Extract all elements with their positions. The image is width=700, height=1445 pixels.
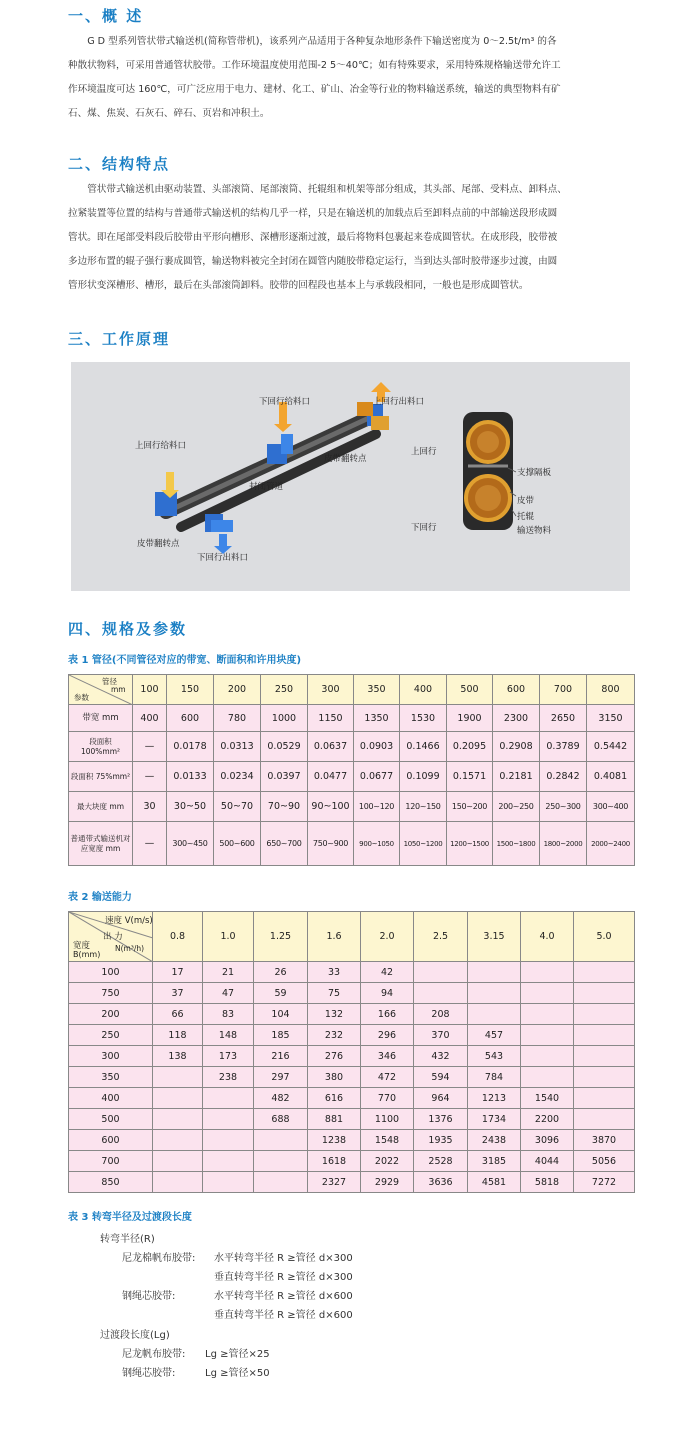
table2-cell: 472: [361, 1067, 414, 1088]
table2-speed: 2.5: [414, 912, 468, 962]
table2-cell: [203, 1109, 254, 1130]
table1-cell: 1150: [308, 705, 354, 732]
table1-cell: 0.0133: [167, 762, 214, 792]
table1-diameter: 300: [308, 675, 354, 705]
label-belt-turn-left: 皮带翻转点: [137, 539, 180, 549]
table1-corner-bottom: 参数: [74, 693, 89, 702]
table1-cell: 0.5442: [587, 732, 635, 762]
table1-row-label: 普通带式输送机对应宽度 mm: [69, 822, 133, 866]
table2-row: [69, 1088, 635, 1109]
table1-row-belt-width: [69, 705, 635, 732]
table1-row-label: 段面积 100%mm²: [69, 732, 133, 762]
steel-belt-label: 钢绳芯胶带:: [122, 1291, 176, 1302]
table2-cell: [574, 1067, 635, 1088]
table2-cell: 964: [414, 1088, 468, 1109]
table2-cell: 26: [254, 962, 308, 983]
table2-cell: 94: [361, 983, 414, 1004]
table1-cell: 0.2181: [493, 762, 540, 792]
table2-row: [69, 1172, 635, 1193]
table1-cell: 0.3789: [540, 732, 587, 762]
table2-speed: 1.6: [308, 912, 361, 962]
table2-width-cell: 400: [69, 1088, 153, 1109]
table2-cell: [468, 1004, 521, 1025]
table2-cell: [153, 1067, 203, 1088]
table2-cell: 296: [361, 1025, 414, 1046]
table1-cell: 400: [133, 705, 167, 732]
table1-corner-unit: mm: [111, 685, 126, 694]
table2-cell: 457: [468, 1025, 521, 1046]
table2-cell: 432: [414, 1046, 468, 1067]
table2-width-cell: 100: [69, 962, 153, 983]
table1-row-label: 带宽 mm: [69, 705, 133, 732]
table2-cell: 216: [254, 1046, 308, 1067]
table-conveying-capacity: [68, 911, 635, 1193]
table2-cell: [468, 962, 521, 983]
table2-width-cell: 350: [69, 1067, 153, 1088]
table2-cell: 5818: [521, 1172, 574, 1193]
table1-cell: 0.0477: [308, 762, 354, 792]
overview-line-1: G D 型系列管状带式输送机(简称管带机)，该系列产品适用于各种复杂地形条件下输送密度为 0～2.5t/m³ 的各: [87, 36, 557, 47]
table2-cell: 138: [153, 1046, 203, 1067]
table2-cell: 1935: [414, 1130, 468, 1151]
structure-line-3: 管状。即在尾部受料段后胶带由平形向槽形、深槽形逐渐过渡，最后将物料包裹起来卷成圆管状。在成形段，胶带被: [68, 232, 558, 243]
table1-cell: 120~150: [400, 792, 447, 822]
table2-cell: 1540: [521, 1088, 574, 1109]
table1-cell: 0.2842: [540, 762, 587, 792]
table1-row-area-75: [69, 762, 635, 792]
table1-cell: 780: [214, 705, 261, 732]
table2-cell: 5056: [574, 1151, 635, 1172]
structure-line-2: 拉紧装置等位置的结构与普通带式输送机的结构几乎一样，只是在输送机的加载点后至卸料点前的中部输送段形成圆: [68, 208, 558, 219]
table2-cell: 594: [414, 1067, 468, 1088]
table2-cell: 1100: [361, 1109, 414, 1130]
table2-cell: 1213: [468, 1088, 521, 1109]
steel-horizontal-radius: 水平转弯半径 R ≥管径 d×600: [214, 1291, 353, 1302]
table2-cell: [254, 1130, 308, 1151]
nylon-belt-label: 尼龙棉帆布胶带:: [122, 1253, 196, 1264]
table2-cell: [254, 1172, 308, 1193]
label-upper-return-feed: 上回行给料口: [135, 441, 187, 451]
table2-cell: 2438: [468, 1130, 521, 1151]
table1-caption: 表 1 管径(不同管径对应的带宽、断面积和许用块度): [68, 655, 302, 666]
steel-vertical-radius: 垂直转弯半径 R ≥管径 d×600: [214, 1310, 353, 1321]
label-upper-return: 上回行: [411, 447, 437, 457]
label-sealed-pipe: 封闭管道: [249, 482, 284, 492]
table1-cell: 0.0178: [167, 732, 214, 762]
table2-row: [69, 1046, 635, 1067]
table2-corner-speed: 速度 V(m/s): [105, 916, 153, 926]
table1-cell: 300~450: [167, 822, 214, 866]
table2-speed: 0.8: [153, 912, 203, 962]
table1-cell: 0.0234: [214, 762, 261, 792]
table1-cell: 0.1099: [400, 762, 447, 792]
table2-cell: 104: [254, 1004, 308, 1025]
table1-corner-top: 管径: [102, 677, 117, 686]
table2-cell: [521, 1004, 574, 1025]
table2-cell: 784: [468, 1067, 521, 1088]
structure-line-5: 管形状变深槽形、槽形，最后在头部滚筒卸料。胶带的回程段也基本上与承载段相同，一般也是形成圆管状。: [68, 280, 529, 291]
table2-cell: 232: [308, 1025, 361, 1046]
overview-line-3: 作环境温度可达 160℃，可广泛应用于电力、建材、化工、矿山、冶金等行业的物料输送系统，输送的典型物料有矿: [68, 84, 561, 95]
table1-cell: 70~90: [261, 792, 308, 822]
table1-cell: 0.0677: [354, 762, 400, 792]
table2-cell: [153, 1130, 203, 1151]
table1-cell: 0.4081: [587, 762, 635, 792]
table2-cell: 276: [308, 1046, 361, 1067]
radius-title: 转弯半径(R): [100, 1234, 155, 1245]
nylon-vertical-radius: 垂直转弯半径 R ≥管径 d×300: [214, 1272, 353, 1283]
table2-corner-output: 出 力: [103, 932, 123, 942]
table2-row: [69, 962, 635, 983]
table1-cell: 0.0529: [261, 732, 308, 762]
section-title-structure: 二、结构特点: [68, 155, 171, 173]
table2-cell: [521, 1067, 574, 1088]
transition-title: 过渡段长度(Lg): [100, 1330, 170, 1341]
table1-diameter: 800: [587, 675, 635, 705]
table1-cell: 750~900: [308, 822, 354, 866]
table2-cell: 37: [153, 983, 203, 1004]
table2-width-cell: 300: [69, 1046, 153, 1067]
table2-width-cell: 250: [69, 1025, 153, 1046]
table2-corner-width-unit: B(mm): [73, 950, 101, 959]
table2-cell: 148: [203, 1025, 254, 1046]
table2-cell: [521, 1025, 574, 1046]
table2-cell: [574, 983, 635, 1004]
table2-cell: [203, 1088, 254, 1109]
table1-diameter: 100: [133, 675, 167, 705]
table2-cell: 482: [254, 1088, 308, 1109]
working-principle-diagram: [71, 362, 630, 591]
table2-speed: 5.0: [574, 912, 635, 962]
table1-cell: 3150: [587, 705, 635, 732]
table2-cell: [574, 1109, 635, 1130]
transition-nylon-value: Lg ≥管径×25: [205, 1349, 270, 1360]
table1-cell: 0.0313: [214, 732, 261, 762]
transition-nylon-label: 尼龙帆布胶带:: [122, 1349, 186, 1360]
table1-cell: 0.2908: [493, 732, 540, 762]
table1-corner-cell: [69, 675, 133, 705]
table2-cell: 3870: [574, 1130, 635, 1151]
nylon-horizontal-radius: 水平转弯半径 R ≥管径 d×300: [214, 1253, 353, 1264]
table2-cell: 2327: [308, 1172, 361, 1193]
table1-cell: —: [133, 822, 167, 866]
table2-cell: 380: [308, 1067, 361, 1088]
table2-row: [69, 1067, 635, 1088]
table2-cell: [574, 1046, 635, 1067]
table1-cell: 0.2095: [447, 732, 493, 762]
table2-speed: 4.0: [521, 912, 574, 962]
table2-row: [69, 1151, 635, 1172]
label-belt-turn-right: 皮带翻转点: [324, 454, 367, 464]
table1-cell: 200~250: [493, 792, 540, 822]
table2-cell: [521, 1046, 574, 1067]
table2-cell: 3096: [521, 1130, 574, 1151]
table2-cell: [153, 1172, 203, 1193]
table1-cell: 50~70: [214, 792, 261, 822]
table2-cell: 66: [153, 1004, 203, 1025]
table2-cell: 370: [414, 1025, 468, 1046]
table2-cell: [521, 983, 574, 1004]
table2-speed: 3.15: [468, 912, 521, 962]
transition-steel-value: Lg ≥管径×50: [205, 1368, 270, 1379]
structure-paragraph: [68, 178, 638, 298]
table2-cell: 346: [361, 1046, 414, 1067]
table2-cell: 83: [203, 1004, 254, 1025]
label-lower-return: 下回行: [411, 523, 437, 533]
table2-cell: 47: [203, 983, 254, 1004]
table1-cell: 0.0637: [308, 732, 354, 762]
table2-row: [69, 1004, 635, 1025]
table2-corner-width: 宽度: [73, 941, 91, 951]
table1-cell: 600: [167, 705, 214, 732]
table-pipe-diameter: [68, 674, 635, 866]
table2-cell: 881: [308, 1109, 361, 1130]
table2-row: [69, 1025, 635, 1046]
table1-diameter: 700: [540, 675, 587, 705]
table2-width-cell: 700: [69, 1151, 153, 1172]
table2-cell: [574, 1004, 635, 1025]
table1-cell: 250~300: [540, 792, 587, 822]
table2-header-row: [69, 912, 635, 962]
label-upper-return-discharge: 上回行出料口: [373, 397, 425, 407]
table2-cell: [521, 962, 574, 983]
table2-cell: 1548: [361, 1130, 414, 1151]
table1-cell: 2300: [493, 705, 540, 732]
table2-cell: 33: [308, 962, 361, 983]
table2-caption: 表 2 输送能力: [68, 892, 132, 903]
label-belt: 皮带: [517, 496, 535, 506]
table2-row: [69, 1130, 635, 1151]
table1-diameter: 250: [261, 675, 308, 705]
label-lower-return-feed: 下回行给料口: [259, 397, 311, 407]
table2-cell: [414, 983, 468, 1004]
table2-cell: 1618: [308, 1151, 361, 1172]
table2-cell: [574, 1025, 635, 1046]
table2-cell: [468, 983, 521, 1004]
table2-cell: 132: [308, 1004, 361, 1025]
table2-row: [69, 1109, 635, 1130]
table2-cell: 297: [254, 1067, 308, 1088]
table2-cell: [203, 1172, 254, 1193]
table2-cell: [153, 1151, 203, 1172]
table1-header-row: [69, 675, 635, 705]
table1-diameter: 150: [167, 675, 214, 705]
table1-cell: 0.0397: [261, 762, 308, 792]
table2-cell: 118: [153, 1025, 203, 1046]
table2-cell: 4044: [521, 1151, 574, 1172]
table1-cell: 150~200: [447, 792, 493, 822]
section-title-specs: 四、规格及参数: [68, 620, 188, 638]
table2-cell: 1238: [308, 1130, 361, 1151]
table2-width-cell: 850: [69, 1172, 153, 1193]
table1-cell: 100~120: [354, 792, 400, 822]
table2-cell: 173: [203, 1046, 254, 1067]
structure-line-1: 管状带式输送机由驱动装置、头部滚筒、尾部滚筒、托辊组和机架等部分组成，其头部、尾部、受料点、卸料点、: [87, 184, 567, 195]
table2-cell: [414, 962, 468, 983]
table1-row-conventional-width: [69, 822, 635, 866]
table2-cell: [153, 1088, 203, 1109]
table2-cell: 2929: [361, 1172, 414, 1193]
table1-cell: 650~700: [261, 822, 308, 866]
table2-cell: 770: [361, 1088, 414, 1109]
table1-cell: 30~50: [167, 792, 214, 822]
table2-cell: 21: [203, 962, 254, 983]
label-lower-return-discharge: 下回行出料口: [197, 553, 249, 563]
table2-width-cell: 600: [69, 1130, 153, 1151]
table1-cell: —: [133, 762, 167, 792]
table1-cell: 900~1050: [354, 822, 400, 866]
section-title-principle: 三、工作原理: [68, 330, 171, 348]
table1-cell: 1050~1200: [400, 822, 447, 866]
table2-cell: 75: [308, 983, 361, 1004]
table2-cell: 2022: [361, 1151, 414, 1172]
table2-cell: [574, 1088, 635, 1109]
table2-cell: 42: [361, 962, 414, 983]
label-support-plate: 支撑隔板: [517, 468, 552, 478]
table1-cell: 0.1466: [400, 732, 447, 762]
section-title-overview: 一、概 述: [68, 7, 144, 25]
table1-diameter: 400: [400, 675, 447, 705]
table2-cell: [254, 1151, 308, 1172]
table1-cell: 1800~2000: [540, 822, 587, 866]
table2-cell: [203, 1151, 254, 1172]
table1-cell: 1350: [354, 705, 400, 732]
table1-cell: 2000~2400: [587, 822, 635, 866]
table2-cell: [574, 962, 635, 983]
overview-paragraph: [68, 30, 638, 126]
table2-cell: 208: [414, 1004, 468, 1025]
table2-body: [69, 962, 635, 1193]
table1-cell: 30: [133, 792, 167, 822]
table2-cell: 238: [203, 1067, 254, 1088]
table1-cell: 0.1571: [447, 762, 493, 792]
table2-cell: [153, 1109, 203, 1130]
table2-width-cell: 200: [69, 1004, 153, 1025]
table1-cell: —: [133, 732, 167, 762]
table2-width-cell: 500: [69, 1109, 153, 1130]
table2-speed: 2.0: [361, 912, 414, 962]
overview-line-4: 石、煤、焦炭、石灰石、碎石、页岩和冲积土。: [68, 108, 270, 119]
table2-cell: 688: [254, 1109, 308, 1130]
table1-diameter: 600: [493, 675, 540, 705]
table1-diameter: 200: [214, 675, 261, 705]
table2-cell: 185: [254, 1025, 308, 1046]
table1-cell: 1500~1800: [493, 822, 540, 866]
transition-steel-label: 钢绳芯胶带:: [122, 1368, 176, 1379]
table2-cell: 17: [153, 962, 203, 983]
table1-diameter: 350: [354, 675, 400, 705]
table1-cell: 2650: [540, 705, 587, 732]
table1-cell: 1000: [261, 705, 308, 732]
table2-width-cell: 750: [69, 983, 153, 1004]
table2-cell: 166: [361, 1004, 414, 1025]
table2-cell: [203, 1130, 254, 1151]
table1-cell: 1200~1500: [447, 822, 493, 866]
table1-cell: 0.0903: [354, 732, 400, 762]
table1-cell: 1900: [447, 705, 493, 732]
table2-cell: 7272: [574, 1172, 635, 1193]
label-idler: 托辊: [517, 512, 535, 522]
table2-cell: 543: [468, 1046, 521, 1067]
table1-row-label: 段面积 75%mm²: [69, 762, 133, 792]
table2-cell: 1734: [468, 1109, 521, 1130]
table1-row-area-100: [69, 732, 635, 762]
table1-row-max-lump: [69, 792, 635, 822]
overview-line-2: 种散状物料，可采用普通管状胶带。工作环境温度使用范围-2 5～40℃；如有特殊要求，采用特殊规格输送带允许工: [68, 60, 561, 71]
table2-row: [69, 983, 635, 1004]
table1-cell: 300~400: [587, 792, 635, 822]
table3-caption: 表 3 转弯半径及过渡段长度: [68, 1212, 192, 1223]
table2-cell: 3636: [414, 1172, 468, 1193]
table1-diameter: 500: [447, 675, 493, 705]
table1-row-label: 最大块度 mm: [69, 792, 133, 822]
table2-corner-cell: [69, 912, 153, 962]
label-material: 输送物料: [517, 526, 552, 536]
table1-cell: 1530: [400, 705, 447, 732]
table2-cell: 4581: [468, 1172, 521, 1193]
table1-cell: 90~100: [308, 792, 354, 822]
table2-cell: 59: [254, 983, 308, 1004]
structure-line-4: 多边形布置的辊子强行裹成圆管，输送物料被完全封闭在圆管内随胶带稳定运行，当到达头部时胶带逐步过渡，由圆: [68, 256, 558, 267]
table2-cell: 616: [308, 1088, 361, 1109]
table2-speed: 1.0: [203, 912, 254, 962]
table2-speed: 1.25: [254, 912, 308, 962]
table2-cell: 3185: [468, 1151, 521, 1172]
table2-cell: 1376: [414, 1109, 468, 1130]
table2-cell: 2528: [414, 1151, 468, 1172]
table2-cell: 2200: [521, 1109, 574, 1130]
table2-corner-output-unit: N(m³/h): [115, 944, 145, 953]
table1-cell: 500~600: [214, 822, 261, 866]
